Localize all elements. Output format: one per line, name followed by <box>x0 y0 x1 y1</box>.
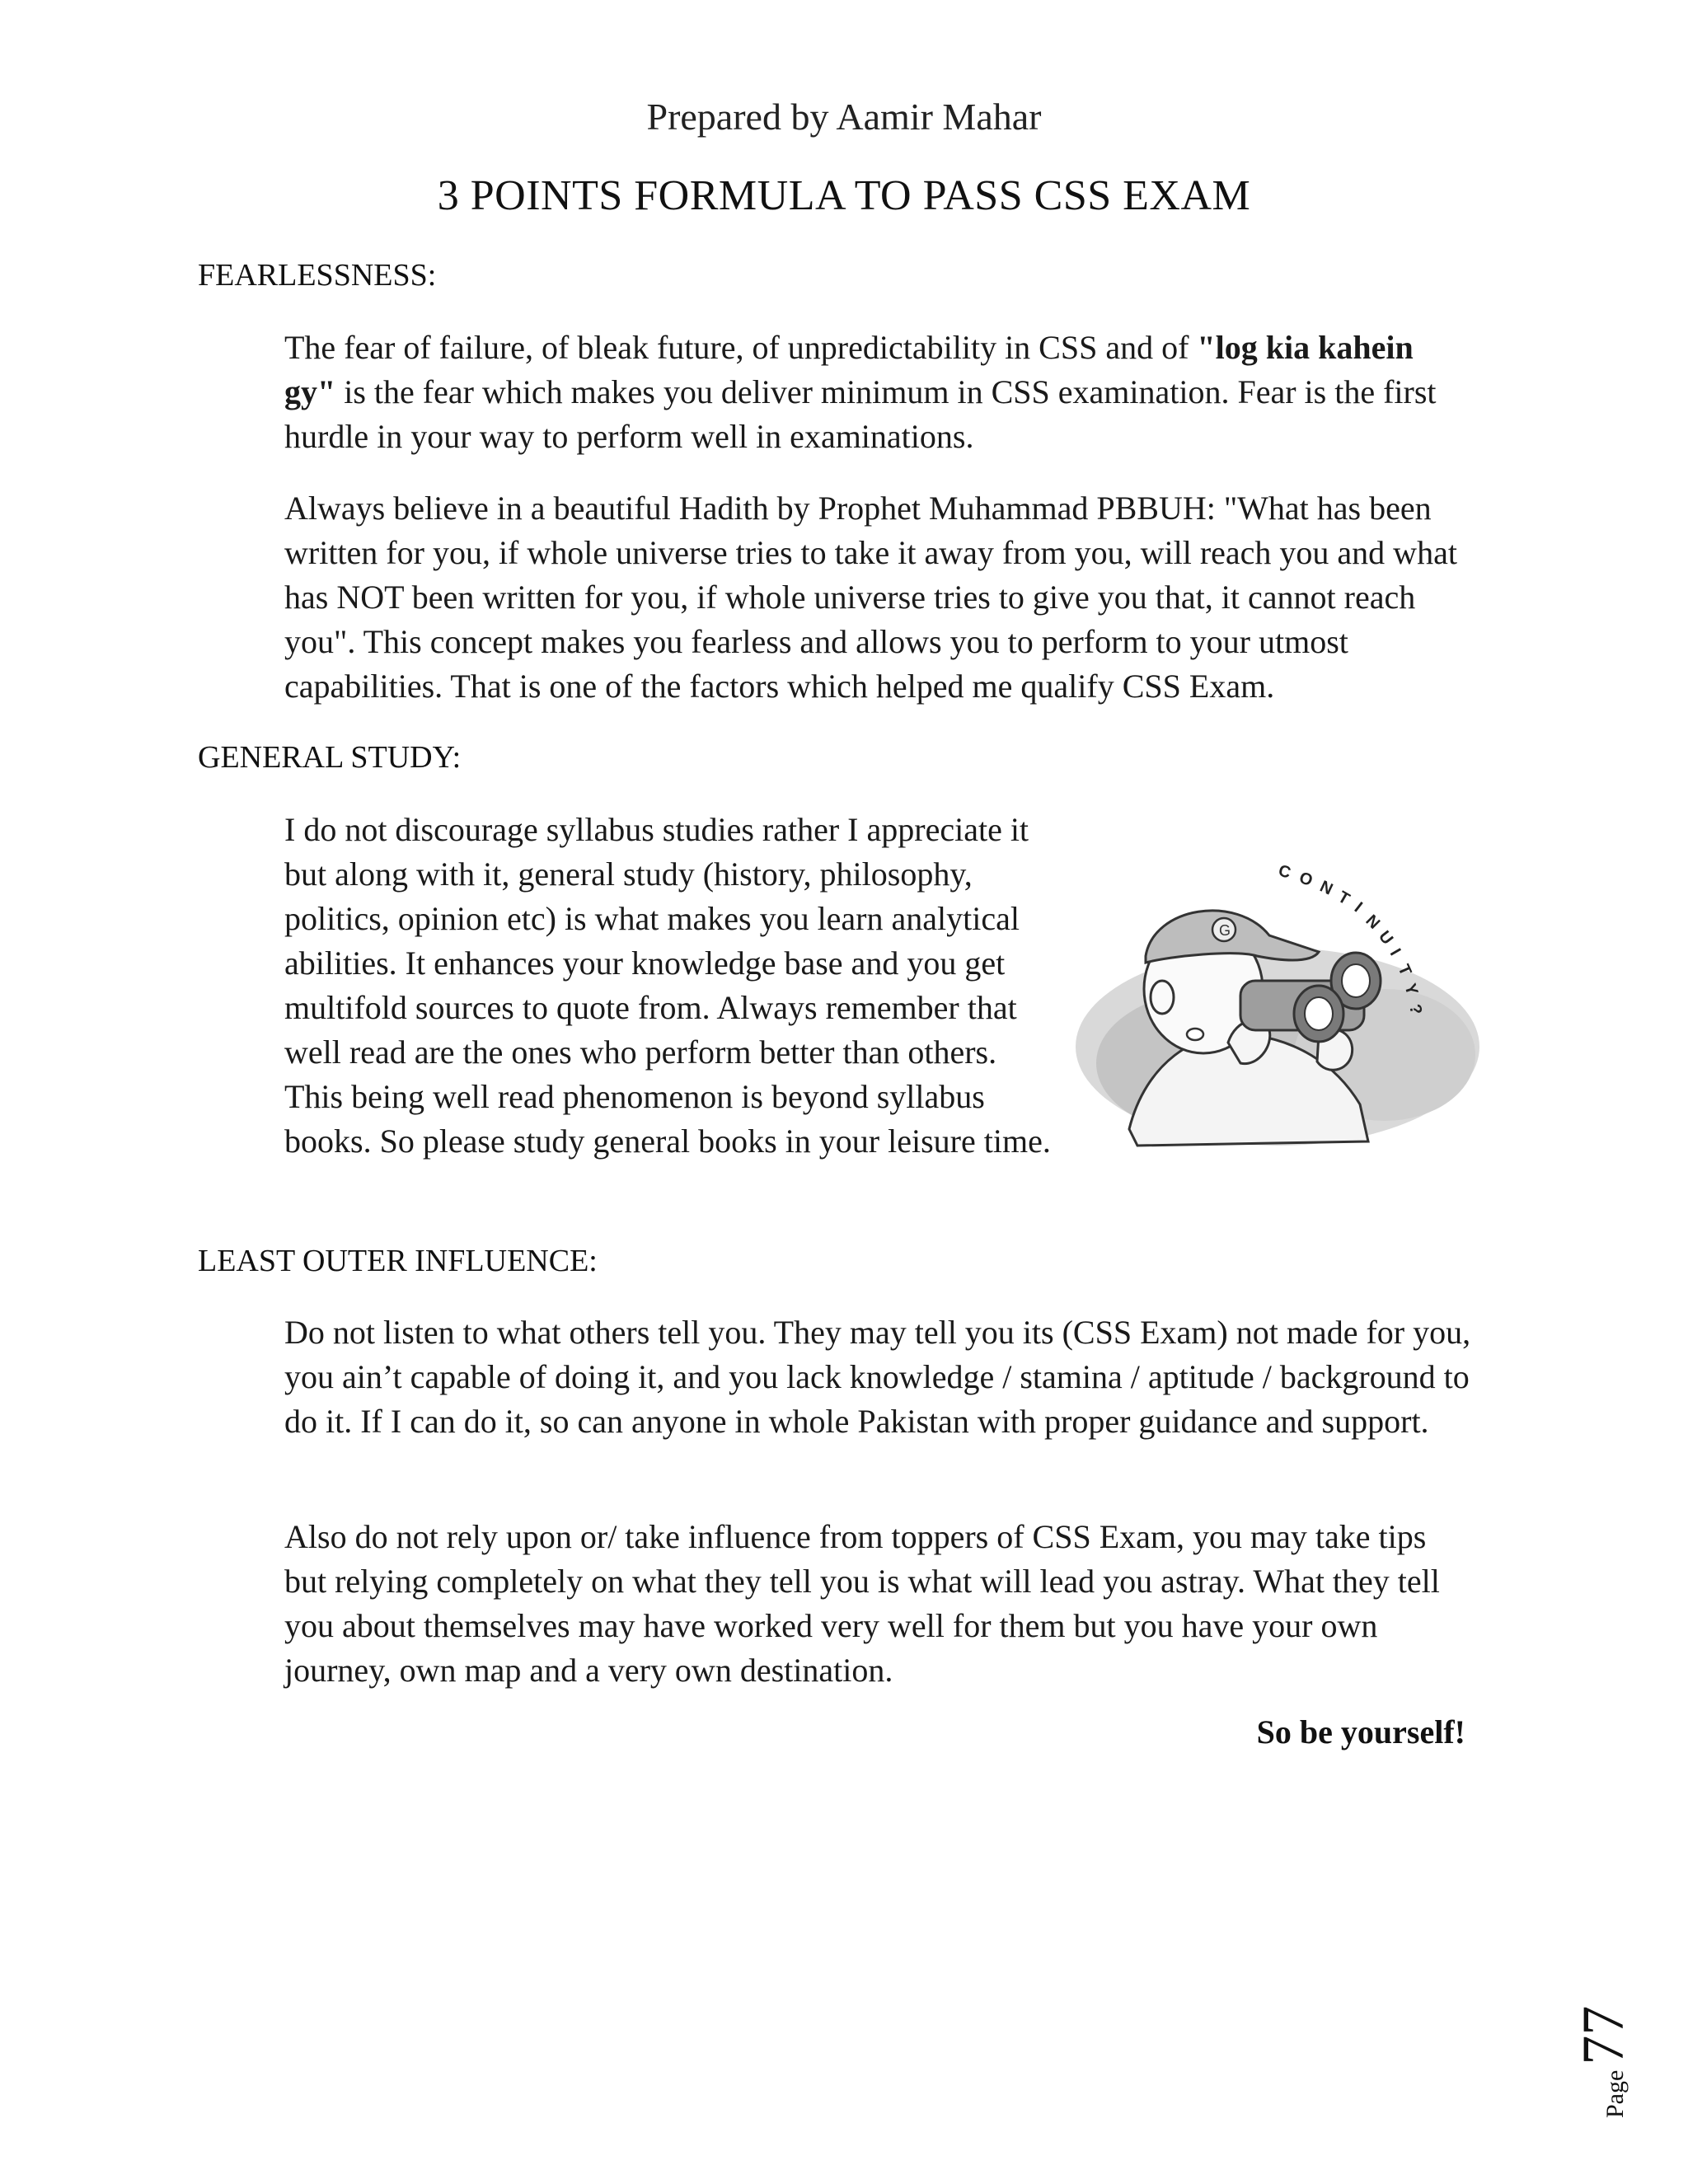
page-number <box>1554 1929 1636 2118</box>
paragraph-general-study: I do not discourage syllabus studies rather I appreciate it but along with it, general study (history, philosophy, politics, opinion etc) is what makes you learn analytical abilities. It enhances your knowledge base and you get multifold sources to quote from. Always remember that well read are the ones who perform better than others. This being well read phenomenon is beyond syllabus books. So please study general books in your leisure time. <box>284 811 1051 1160</box>
signoff-text: So be yourself! <box>1256 1713 1465 1750</box>
svg-text:I: I <box>1386 945 1404 959</box>
svg-text:U: U <box>1375 927 1397 949</box>
svg-text:G: G <box>1219 922 1231 939</box>
svg-text:T: T <box>1394 962 1415 979</box>
svg-text:I: I <box>1350 898 1366 916</box>
binoculars-cartoon-icon <box>1071 857 1484 1154</box>
prepared-by-header: Prepared by Aamir Mahar <box>646 96 1042 138</box>
section-heading-fearlessness: FEARLESSNESS: <box>198 258 437 293</box>
bold-phrase: "log kia kahein gy" <box>284 329 1414 410</box>
paragraph-toppers: Also do not rely upon or/ take influence from toppers of CSS Exam, you may take tips but relying completely on what they tell you is what will lead you astray. What they tell you about themselves may have worked very well for them but you have your own journey, own map and a very own destination. <box>284 1518 1440 1689</box>
svg-text:O: O <box>1296 869 1315 891</box>
paragraph-fear-of-failure <box>284 326 1471 459</box>
svg-text:T: T <box>1334 888 1353 909</box>
paragraph-hadith: Always believe in a beautiful Hadith by Prophet Muhammad PBBUH: "What has been written for you, if whole universe tries to take it away from you, will reach you and what has NOT been written for you, if whole universe tries to give you that, it cannot reach you". This concept makes you fearless and allows you to perform to your utmost capabilities. That is one of the factors which helped me qualify CSS Exam. <box>284 490 1457 705</box>
svg-text:C: C <box>1276 861 1293 883</box>
section-heading-least-outer-influence: LEAST OUTER INFLUENCE: <box>198 1244 598 1278</box>
page-number-value: 77 <box>1570 2005 1636 2065</box>
paragraph-text: The fear of failure, of bleak future, of unpredictability in CSS and of <box>284 329 1198 366</box>
svg-text:Y: Y <box>1400 981 1422 998</box>
page-title: 3 POINTS FORMULA TO PASS CSS EXAM <box>437 172 1251 219</box>
svg-text:N: N <box>1316 877 1336 899</box>
paragraph-do-not-listen: Do not listen to what others tell you. They may tell you its (CSS Exam) not made for you, you ain’t capable of doing it, and you lack knowledge / stamina / aptitude / background to do it. If I can do it, so can anyone in whole Pakistan with proper guidance and support. <box>284 1314 1471 1440</box>
section-heading-general-study: GENERAL STUDY: <box>198 740 462 775</box>
page-word: Page <box>1601 2069 1629 2118</box>
svg-text:?: ? <box>1405 1002 1426 1016</box>
svg-text:N: N <box>1362 911 1384 933</box>
paragraph-text: is the fear which makes you deliver minimum in CSS examination. Fear is the first hurdle in your way to perform well in examinations. <box>284 373 1437 455</box>
